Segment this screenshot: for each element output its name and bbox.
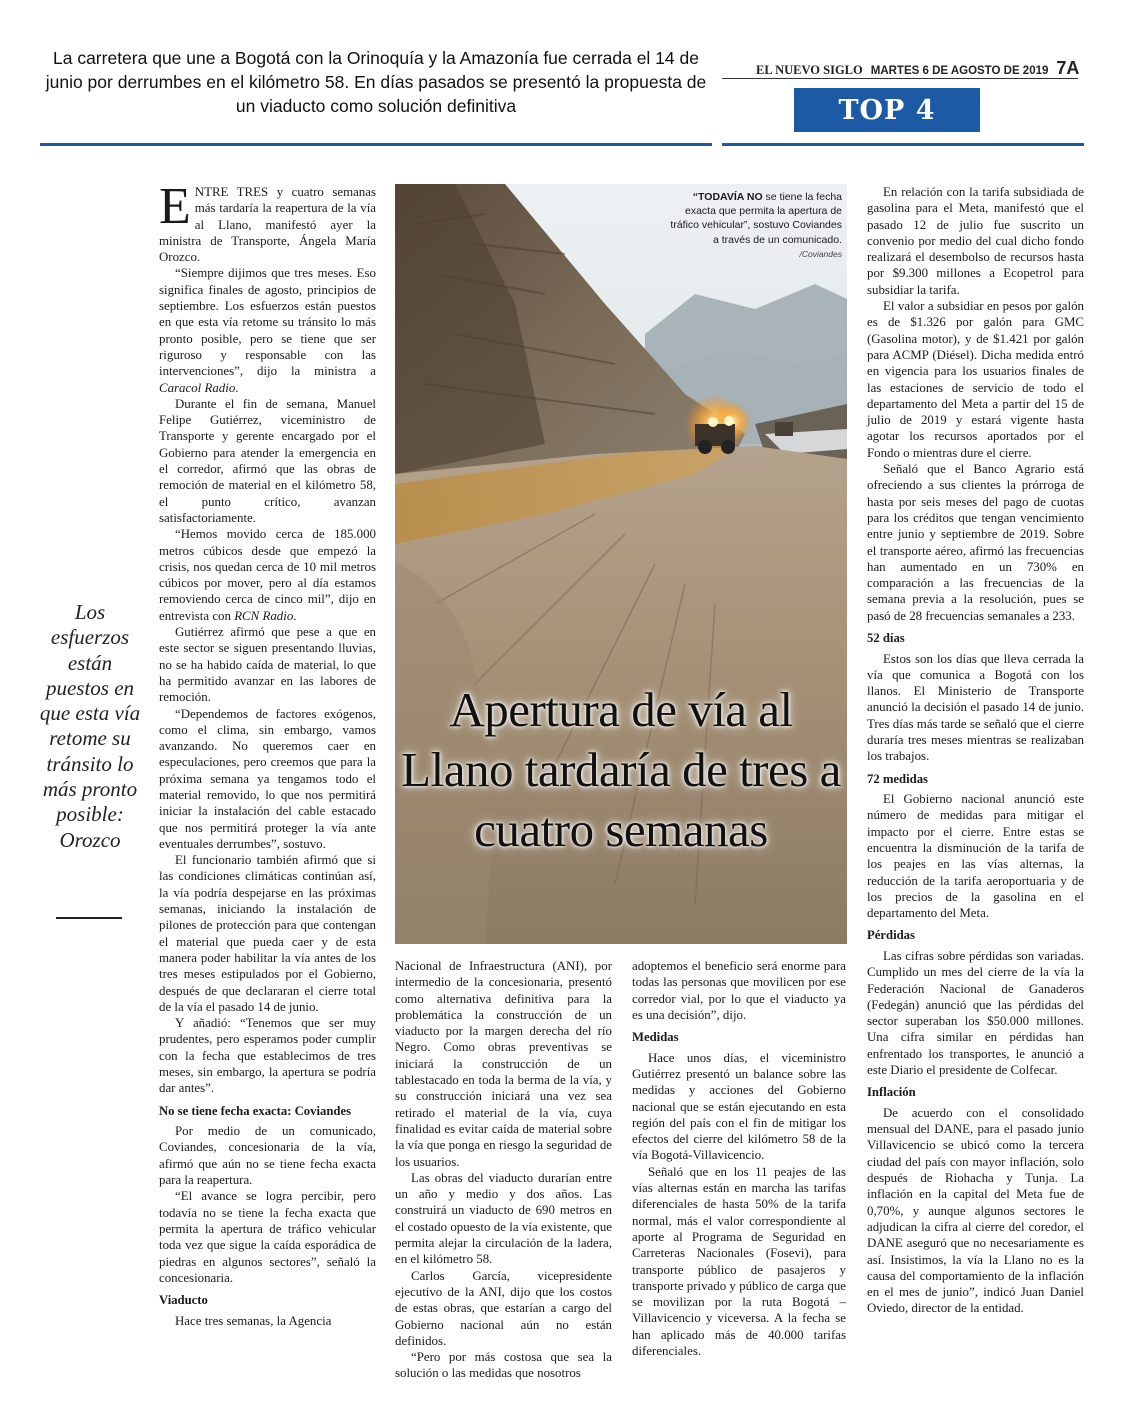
source-name: Caracol Radio [159, 380, 236, 395]
photo-caption: “TODAVÍA NO se tiene la fecha exacta que permita la apertura de tráfico vehicular”, sostuvo Coviandes a través de un comunicado. /Coviandes [670, 191, 842, 259]
paragraph: “Dependemos de factores exógenos, como el clima, sin embargo, vamos avanzando. No queremos caer en especulaciones, pero creemos que para la próxima semana ya tengamos todo el material removido, lo que nos permitirá iniciar la instalación del cable estacado que nos permitirá proteger la vía ante eventuales derrumbes”, sostuvo. [159, 706, 376, 851]
paragraph: Señaló que el Banco Agrario está ofreciendo a sus clientes la prórroga de hasta por seis meses del pago de cuotas para los créditos que tengan vencimiento entre junio y septiembre de 2019. Sobre el transporte aéreo, afirmó las frecuencias han aumentado en un 730% en comparación a las frecuencias de la semana previa a la resolución, pues se pasó de 28 frecuencias semanales a 233. [867, 462, 1084, 623]
paragraph: Y añadió: “Tenemos que ser muy prudentes, pero esperamos poder cumplir con la fecha que establecimos de tres meses, sin embargo, la apertura se podría dar antes”. [159, 1016, 376, 1096]
article-column-4 [867, 184, 1084, 1317]
masthead-rule [722, 78, 1078, 79]
pull-quote-rule [56, 917, 122, 919]
deck-subheadline: La carretera que une a Bogotá con la Orinoquía y la Amazonía fue cerrada el 14 de junio por derrumbes en el kilómetro 58. En días pasados se presentó la propuesta de un viaducto como solución definitiva [45, 48, 707, 116]
caption-lead: “TODAVÍA NO [692, 191, 763, 203]
subhead: Viaducto [159, 1293, 208, 1308]
section-rule [722, 143, 1084, 146]
headline: Apertura de vía al Llano tardaría de tres a cuatro semanas [401, 682, 841, 857]
dropcap: E [159, 178, 191, 235]
paragraph: En relación con la tarifa subsidiada de gasolina para el Meta, manifestó que el pasado 12 de julio fue suscrito un convenio por medio del cual dicho fondo realizará el desembolso de recursos hasta por $9.300 millones a Ecopetrol para subsidiar la tarifa. [867, 185, 1084, 297]
article-column-3 [632, 958, 846, 1359]
issue-date: MARTES 6 DE AGOSTO DE 2019 [870, 65, 1049, 77]
paragraph: Gutiérrez afirmó que pese a que en este sector se siguen presentando lluvias, no se ha habido caída de material, lo que ha permitido avanzar en las labores de remoción. [159, 625, 376, 705]
paragraph: El Gobierno nacional anunció este número de medidas para mitigar el impacto por el cierre. Entre estas se encuentra la disminución de la tarifa de los peajes en las vías alternas, la reducción de la tarifa aeroportuaria y de los precios de la gasolina en el departamento del Meta. [867, 792, 1084, 921]
deck-rule [40, 143, 712, 146]
paragraph: “Siempre dijimos que tres meses. Eso significa finales de agosto, principios de septiembre. Los esfuerzos están puestos en que esta vía retome su tránsito lo más pronto posible, pero se tiene que ser riguroso y responsable con las intervenciones”, dijo la ministra a Caracol Radio. [159, 266, 376, 395]
photo-credit: /Coviandes [799, 248, 842, 259]
article-column-1 [159, 178, 376, 1329]
paragraph: Por medio de un comunicado, Coviandes, concesionaria de la vía, afirmó que aún no se tiene fecha exacta para la reapertura. [159, 1124, 376, 1188]
subhead: 72 medidas [867, 771, 928, 786]
paragraph: “Pero por más costosa que sea la solución o las medidas que nosotros [395, 1350, 612, 1381]
source-name: RCN Radio [234, 608, 294, 623]
paragraph: El funcionario también afirmó que si las condiciones climáticas continúan así, la vía podría despejarse en las próximas semanas, iniciando la instalación de pilones de protección para que contengan el material que pueda caer y de esta manera poder habilitar la vía antes de los tres meses estipulados por el Gobierno, después de que declararan el cierre total de la vía el pasado 14 de junio. [159, 853, 376, 1014]
lead-paragraph: ENTRE TRES y cuatro semanas más tardaría la reapertura de la vía al Llano, manifestó ayer la ministra de Transporte, Ángela María Orozco. [159, 178, 376, 265]
paragraph: Las cifras sobre pérdidas son variadas. Cumplido un mes del cierre de la vía la Federación Nacional de Ganaderos (Fedegán) anunció que las pérdidas del sector superaban los $50.000 millones. Una cifra similar en pérdidas han enfrentado los transportes, le anunció a este Diario el presidente de Colfecar. [867, 948, 1084, 1078]
paragraph: Carlos García, vicepresidente ejecutivo de la ANI, dijo que los costos de estas obras, que estarían a cargo del Gobierno nacional aún no están definidos. [395, 1268, 612, 1348]
section-tag: TOP 4 [794, 88, 980, 132]
subhead: 52 días [867, 631, 905, 646]
article-column-2 [395, 958, 612, 1382]
masthead [722, 58, 1078, 79]
subhead: Medidas [632, 1030, 679, 1045]
paragraph: “Hemos movido cerca de 185.000 metros cúbicos desde que empezó la crisis, nos quedan cerca de 10 mil metros cúbicos por mover, pero al día estamos removiendo cerca de cinco mil”, dijo en entrevista con RCN Radio. [159, 527, 376, 623]
paragraph: De acuerdo con el consolidado mensual del DANE, para el pasado junio Villavicencio se ubicó como la tercera ciudad del país con mayor inflación, solo después de Riohacha y Tunja. La inflación en la capital del Meta fue de 0,70%, y aunque algunos sectores le adjudican la cifra al cierre del coredor, el DANE aseguró que no necesariamente es así. Insistimos, la vía la Llano no es la causa del comportamiento de la inflación en el mes de junio”, indicó Juan Daniel Oviedo, director de la entidad. [867, 1105, 1084, 1316]
paragraph: adoptemos el beneficio será enorme para todas las personas que movilicen por ese corredor vial, por lo que el viaducto ya es una decisión”, dijo. [632, 959, 846, 1022]
paragraph: Las obras del viaducto durarían entre un año y medio y dos años. Las construirá un viaducto de 690 metros en el costado opuesto de la vía existente, que permita alejar la circulación de la ladera, en el kilómetro 58. [395, 1170, 612, 1267]
publication-name: EL NUEVO SIGLO [756, 63, 863, 77]
subhead: Pérdidas [867, 928, 915, 943]
subhead: No se tiene fecha exacta: Coviandes [159, 1103, 352, 1118]
paragraph: Nacional de Infraestructura (ANI), por intermedio de la concesionaria, presentó como alternativa definitiva para la problemática la construcción de un viaducto por la margen derecha del río Negro. Como obras preventivas se iniciará la construcción de un tablestacado en toda la berma de la vía, y su construcción iniciará una vez sea retirado el material de la vía, cuya finalidad es evitar caída de material sobre la vía que ponga en riesgo la seguridad de los usuarios. [395, 959, 612, 1169]
paragraph: Hace tres semanas, la Agencia [175, 1313, 332, 1328]
paragraph: Estos son los días que lleva cerrada la vía que comunica a Bogotá con los llanos. El Ministerio de Transporte anunció la decisión el pasado 14 de junio. Tres días más tarde se señaló que el cierre duraría tres meses mientras se realizaban los trabajos. [867, 651, 1084, 764]
paragraph: El valor a subsidiar en pesos por galón es de $1.326 por galón para GMC (Gasolina motor), y de $1.421 por galón para ACMP (Diésel). Dicha medida entró en vigencia para los usuarios finales de las estaciones de servicio de todo el departamento del Meta a partir del 15 de julio de 2019 y estará vigente hasta agotar los recursos aportados por el Fondo o mientras dure el cierre. [867, 299, 1084, 460]
page-number: 7A [1056, 58, 1080, 78]
pull-quote: Los esfuerzos están puestos en que esta vía retome su tránsito lo más pronto posible: Orozco [39, 600, 141, 852]
paragraph: Señaló que en los 11 peajes de las vías alternas están en marcha las tarifas diferenciales de hasta 50% de la tarifa normal, más el valor correspondiente al aporte al Programa de Seguridad en Carreteras Nacionales (Fosevi), para transporte público de pasajeros y transporte privado y público de carga que se movilizan por la ruta Bogotá – Villavicencio y viceversa. A la fecha se han aplicado más de 40.000 tarifas diferenciales. [632, 1164, 846, 1359]
paragraph: Durante el fin de semana, Manuel Felipe Gutiérrez, viceministro de Transporte y gerente encargado por el Gobierno para atender la emergencia en el corredor, afirmó que las obras de remoción de material en el kilómetro 58, el punto crítico, avanzan satisfactoriamente. [159, 396, 376, 525]
subhead: Inflación [867, 1085, 916, 1100]
paragraph: “El avance se logra percibir, pero todavía no se tiene la fecha exacta que permita la apertura de tráfico vehicular toda vez que sigue la caída esporádica de piedras en algunos sectores”, señaló la concesionaria. [159, 1189, 376, 1285]
paragraph: Hace unos días, el viceministro Gutiérrez presentó un balance sobre las medidas y acciones del Gobierno nacional que se están ejecutando en esta región del país con el fin de mitigar los efectos del cierre del kilómetro 58 de la vía Bogotá-Villavicencio. [632, 1050, 846, 1163]
